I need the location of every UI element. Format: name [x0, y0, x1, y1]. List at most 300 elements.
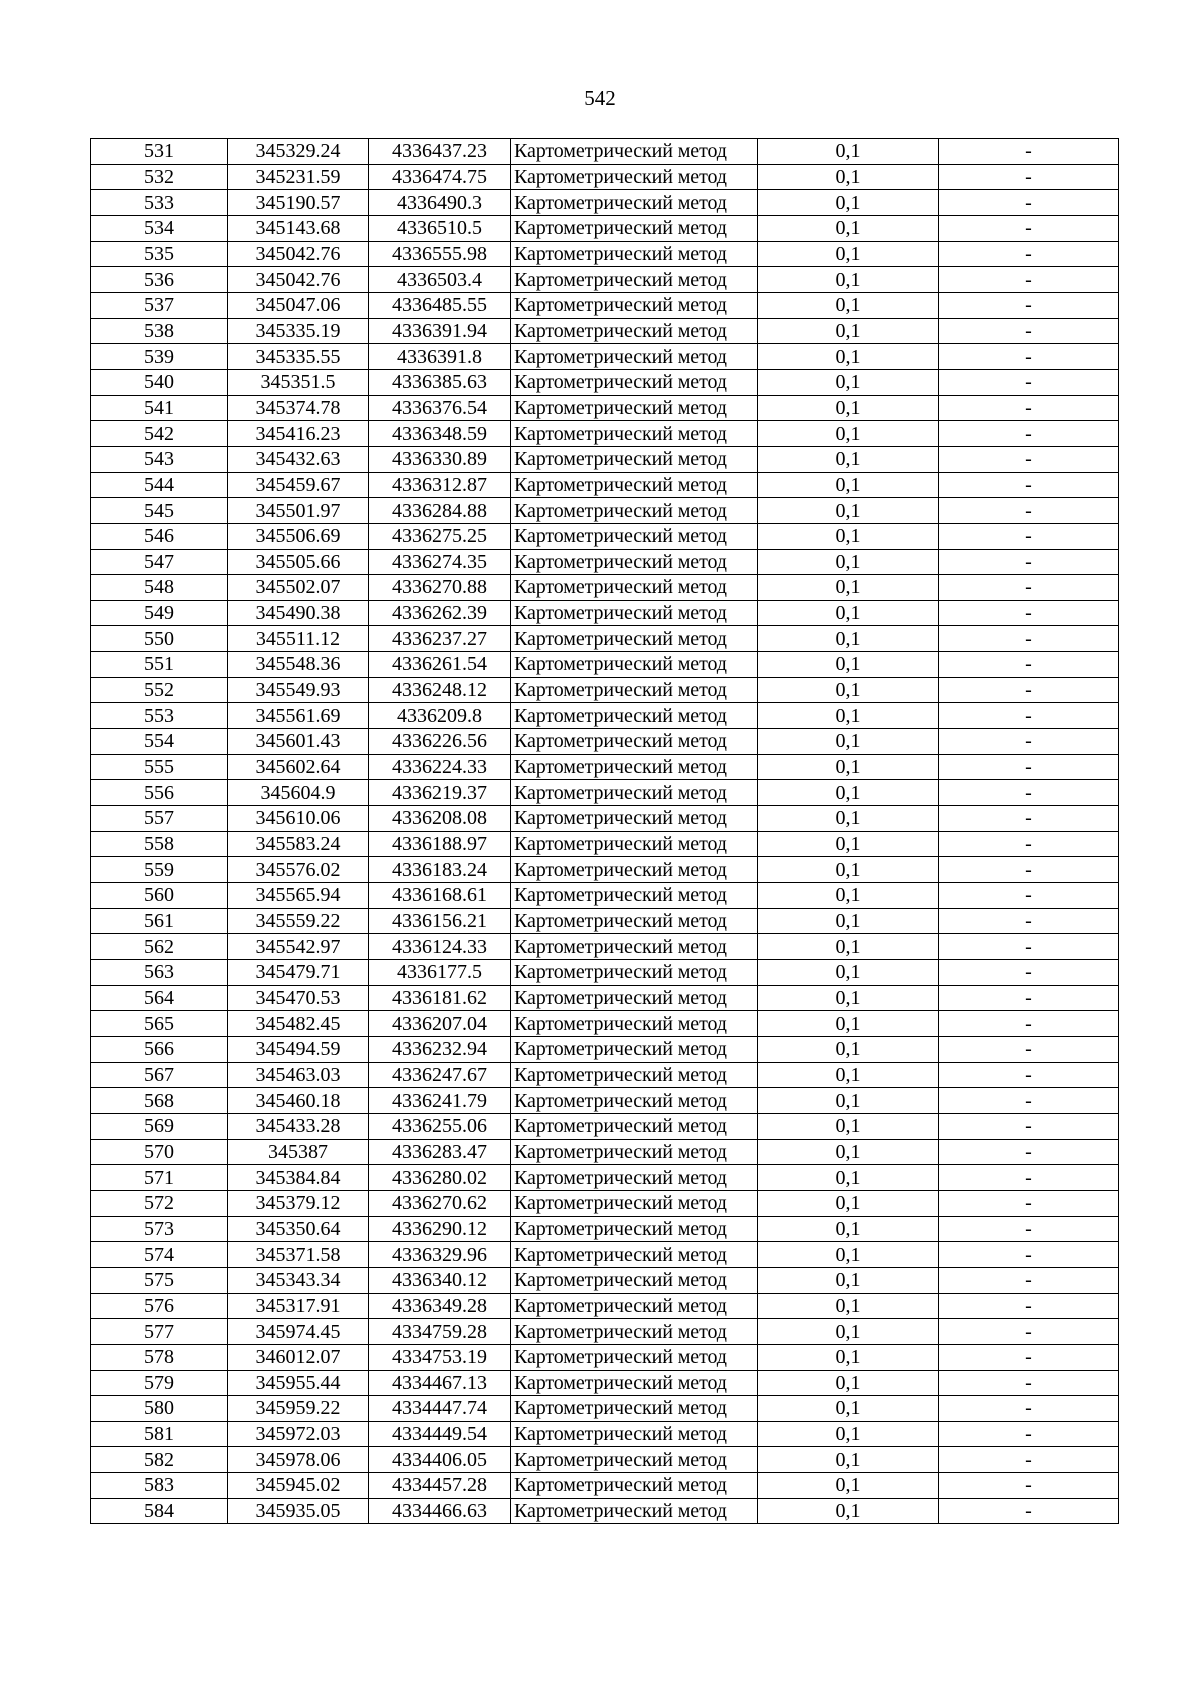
- method-cell: Картометрический метод: [511, 1036, 758, 1062]
- page-number: 542: [584, 86, 616, 110]
- x-coordinate-cell: 345042.76: [228, 267, 369, 293]
- accuracy-cell: 0,1: [758, 344, 939, 370]
- point-number-cell: 543: [91, 446, 228, 472]
- y-coordinate-cell: 4336168.61: [369, 883, 511, 909]
- note-cell: -: [939, 754, 1119, 780]
- method-cell: Картометрический метод: [511, 215, 758, 241]
- note-cell: -: [939, 1319, 1119, 1345]
- table-row: [91, 1242, 1119, 1268]
- y-coordinate-cell: 4336274.35: [369, 549, 511, 575]
- note-cell: -: [939, 1216, 1119, 1242]
- y-coordinate-cell: 4336241.79: [369, 1088, 511, 1114]
- point-number-cell: 571: [91, 1165, 228, 1191]
- y-coordinate-cell: 4336330.89: [369, 446, 511, 472]
- point-number-cell: 566: [91, 1036, 228, 1062]
- note-cell: -: [939, 883, 1119, 909]
- accuracy-cell: 0,1: [758, 318, 939, 344]
- note-cell: -: [939, 1396, 1119, 1422]
- accuracy-cell: 0,1: [758, 1139, 939, 1165]
- note-cell: -: [939, 1498, 1119, 1524]
- y-coordinate-cell: 4336284.88: [369, 498, 511, 524]
- point-number-cell: 562: [91, 934, 228, 960]
- point-number-cell: 583: [91, 1473, 228, 1499]
- table-row: [91, 1344, 1119, 1370]
- point-number-cell: 575: [91, 1267, 228, 1293]
- accuracy-cell: 0,1: [758, 1473, 939, 1499]
- point-number-cell: 541: [91, 395, 228, 421]
- point-number-cell: 569: [91, 1113, 228, 1139]
- point-number-cell: 531: [91, 139, 228, 165]
- method-cell: Картометрический метод: [511, 369, 758, 395]
- point-number-cell: 581: [91, 1421, 228, 1447]
- note-cell: -: [939, 395, 1119, 421]
- y-coordinate-cell: 4336248.12: [369, 677, 511, 703]
- point-number-cell: 577: [91, 1319, 228, 1345]
- x-coordinate-cell: 345974.45: [228, 1319, 369, 1345]
- point-number-cell: 580: [91, 1396, 228, 1422]
- point-number-cell: 557: [91, 806, 228, 832]
- note-cell: -: [939, 523, 1119, 549]
- method-cell: Картометрический метод: [511, 395, 758, 421]
- x-coordinate-cell: 345505.66: [228, 549, 369, 575]
- method-cell: Картометрический метод: [511, 960, 758, 986]
- x-coordinate-cell: 345463.03: [228, 1062, 369, 1088]
- note-cell: -: [939, 139, 1119, 165]
- point-number-cell: 555: [91, 754, 228, 780]
- x-coordinate-cell: 345231.59: [228, 164, 369, 190]
- note-cell: -: [939, 1062, 1119, 1088]
- table-row: [91, 677, 1119, 703]
- accuracy-cell: 0,1: [758, 446, 939, 472]
- method-cell: Картометрический метод: [511, 1396, 758, 1422]
- x-coordinate-cell: 345343.34: [228, 1267, 369, 1293]
- accuracy-cell: 0,1: [758, 1165, 939, 1191]
- accuracy-cell: 0,1: [758, 1036, 939, 1062]
- y-coordinate-cell: 4336474.75: [369, 164, 511, 190]
- table-row: [91, 1062, 1119, 1088]
- x-coordinate-cell: 345602.64: [228, 754, 369, 780]
- table-row: [91, 292, 1119, 318]
- method-cell: Картометрический метод: [511, 549, 758, 575]
- accuracy-cell: 0,1: [758, 883, 939, 909]
- point-number-cell: 538: [91, 318, 228, 344]
- accuracy-cell: 0,1: [758, 1344, 939, 1370]
- x-coordinate-cell: 345350.64: [228, 1216, 369, 1242]
- y-coordinate-cell: 4336177.5: [369, 960, 511, 986]
- note-cell: -: [939, 652, 1119, 678]
- accuracy-cell: 0,1: [758, 1088, 939, 1114]
- y-coordinate-cell: 4336275.25: [369, 523, 511, 549]
- note-cell: -: [939, 985, 1119, 1011]
- table-row: [91, 1498, 1119, 1524]
- y-coordinate-cell: 4334467.13: [369, 1370, 511, 1396]
- x-coordinate-cell: 345470.53: [228, 985, 369, 1011]
- method-cell: Картометрический метод: [511, 1319, 758, 1345]
- y-coordinate-cell: 4334753.19: [369, 1344, 511, 1370]
- point-number-cell: 554: [91, 729, 228, 755]
- method-cell: Картометрический метод: [511, 446, 758, 472]
- accuracy-cell: 0,1: [758, 267, 939, 293]
- x-coordinate-cell: 346012.07: [228, 1344, 369, 1370]
- table-row: [91, 1421, 1119, 1447]
- y-coordinate-cell: 4334759.28: [369, 1319, 511, 1345]
- note-cell: -: [939, 780, 1119, 806]
- accuracy-cell: 0,1: [758, 703, 939, 729]
- note-cell: -: [939, 934, 1119, 960]
- note-cell: -: [939, 215, 1119, 241]
- table-row: [91, 498, 1119, 524]
- accuracy-cell: 0,1: [758, 498, 939, 524]
- note-cell: -: [939, 1139, 1119, 1165]
- point-number-cell: 568: [91, 1088, 228, 1114]
- x-coordinate-cell: 345506.69: [228, 523, 369, 549]
- y-coordinate-cell: 4336490.3: [369, 190, 511, 216]
- method-cell: Картометрический метод: [511, 1293, 758, 1319]
- x-coordinate-cell: 345935.05: [228, 1498, 369, 1524]
- accuracy-cell: 0,1: [758, 472, 939, 498]
- y-coordinate-cell: 4336181.62: [369, 985, 511, 1011]
- accuracy-cell: 0,1: [758, 1062, 939, 1088]
- note-cell: -: [939, 1036, 1119, 1062]
- x-coordinate-cell: 345143.68: [228, 215, 369, 241]
- point-number-cell: 542: [91, 421, 228, 447]
- table-row: [91, 652, 1119, 678]
- x-coordinate-cell: 345351.5: [228, 369, 369, 395]
- x-coordinate-cell: 345374.78: [228, 395, 369, 421]
- method-cell: Картометрический метод: [511, 652, 758, 678]
- point-number-cell: 558: [91, 831, 228, 857]
- y-coordinate-cell: 4336247.67: [369, 1062, 511, 1088]
- table-row: [91, 754, 1119, 780]
- note-cell: -: [939, 1370, 1119, 1396]
- note-cell: -: [939, 806, 1119, 832]
- x-coordinate-cell: 345561.69: [228, 703, 369, 729]
- y-coordinate-cell: 4336226.56: [369, 729, 511, 755]
- y-coordinate-cell: 4336183.24: [369, 857, 511, 883]
- y-coordinate-cell: 4336555.98: [369, 241, 511, 267]
- accuracy-cell: 0,1: [758, 139, 939, 165]
- accuracy-cell: 0,1: [758, 934, 939, 960]
- accuracy-cell: 0,1: [758, 1396, 939, 1422]
- point-number-cell: 534: [91, 215, 228, 241]
- method-cell: Картометрический метод: [511, 292, 758, 318]
- x-coordinate-cell: 345416.23: [228, 421, 369, 447]
- table-row: [91, 883, 1119, 909]
- accuracy-cell: 0,1: [758, 729, 939, 755]
- note-cell: -: [939, 267, 1119, 293]
- y-coordinate-cell: 4336391.94: [369, 318, 511, 344]
- y-coordinate-cell: 4336255.06: [369, 1113, 511, 1139]
- method-cell: Картометрический метод: [511, 806, 758, 832]
- note-cell: -: [939, 908, 1119, 934]
- point-number-cell: 553: [91, 703, 228, 729]
- table-row: [91, 215, 1119, 241]
- x-coordinate-cell: 345490.38: [228, 600, 369, 626]
- method-cell: Картометрический метод: [511, 1088, 758, 1114]
- point-number-cell: 544: [91, 472, 228, 498]
- y-coordinate-cell: 4336283.47: [369, 1139, 511, 1165]
- table-row: [91, 703, 1119, 729]
- table-row: [91, 1447, 1119, 1473]
- table-row: [91, 1396, 1119, 1422]
- method-cell: Картометрический метод: [511, 575, 758, 601]
- accuracy-cell: 0,1: [758, 677, 939, 703]
- y-coordinate-cell: 4334466.63: [369, 1498, 511, 1524]
- y-coordinate-cell: 4336237.27: [369, 626, 511, 652]
- y-coordinate-cell: 4336385.63: [369, 369, 511, 395]
- note-cell: -: [939, 1011, 1119, 1037]
- x-coordinate-cell: 345604.9: [228, 780, 369, 806]
- y-coordinate-cell: 4336156.21: [369, 908, 511, 934]
- point-number-cell: 579: [91, 1370, 228, 1396]
- x-coordinate-cell: 345502.07: [228, 575, 369, 601]
- method-cell: Картометрический метод: [511, 703, 758, 729]
- note-cell: -: [939, 421, 1119, 447]
- y-coordinate-cell: 4336485.55: [369, 292, 511, 318]
- table-row: [91, 1319, 1119, 1345]
- table-row: [91, 575, 1119, 601]
- note-cell: -: [939, 318, 1119, 344]
- accuracy-cell: 0,1: [758, 1242, 939, 1268]
- accuracy-cell: 0,1: [758, 421, 939, 447]
- y-coordinate-cell: 4336290.12: [369, 1216, 511, 1242]
- method-cell: Картометрический метод: [511, 241, 758, 267]
- method-cell: Картометрический метод: [511, 1267, 758, 1293]
- x-coordinate-cell: 345432.63: [228, 446, 369, 472]
- y-coordinate-cell: 4336232.94: [369, 1036, 511, 1062]
- x-coordinate-cell: 345384.84: [228, 1165, 369, 1191]
- point-number-cell: 565: [91, 1011, 228, 1037]
- accuracy-cell: 0,1: [758, 780, 939, 806]
- y-coordinate-cell: 4336270.88: [369, 575, 511, 601]
- table-row: [91, 626, 1119, 652]
- method-cell: Картометрический метод: [511, 1498, 758, 1524]
- y-coordinate-cell: 4336329.96: [369, 1242, 511, 1268]
- note-cell: -: [939, 1344, 1119, 1370]
- method-cell: Картометрический метод: [511, 318, 758, 344]
- x-coordinate-cell: 345583.24: [228, 831, 369, 857]
- point-number-cell: 545: [91, 498, 228, 524]
- table-row: [91, 806, 1119, 832]
- y-coordinate-cell: 4336208.08: [369, 806, 511, 832]
- y-coordinate-cell: 4336219.37: [369, 780, 511, 806]
- x-coordinate-cell: 345459.67: [228, 472, 369, 498]
- note-cell: -: [939, 369, 1119, 395]
- accuracy-cell: 0,1: [758, 1267, 939, 1293]
- note-cell: -: [939, 857, 1119, 883]
- note-cell: -: [939, 729, 1119, 755]
- point-number-cell: 573: [91, 1216, 228, 1242]
- method-cell: Картометрический метод: [511, 908, 758, 934]
- point-number-cell: 550: [91, 626, 228, 652]
- note-cell: -: [939, 831, 1119, 857]
- y-coordinate-cell: 4336349.28: [369, 1293, 511, 1319]
- x-coordinate-cell: 345494.59: [228, 1036, 369, 1062]
- table-row: [91, 600, 1119, 626]
- note-cell: -: [939, 1293, 1119, 1319]
- method-cell: Картометрический метод: [511, 1062, 758, 1088]
- table-row: [91, 1190, 1119, 1216]
- method-cell: Картометрический метод: [511, 831, 758, 857]
- method-cell: Картометрический метод: [511, 883, 758, 909]
- x-coordinate-cell: 345959.22: [228, 1396, 369, 1422]
- table-row: [91, 1139, 1119, 1165]
- x-coordinate-cell: 345549.93: [228, 677, 369, 703]
- accuracy-cell: 0,1: [758, 652, 939, 678]
- x-coordinate-cell: 345190.57: [228, 190, 369, 216]
- note-cell: -: [939, 626, 1119, 652]
- x-coordinate-cell: 345955.44: [228, 1370, 369, 1396]
- point-number-cell: 536: [91, 267, 228, 293]
- table-row: [91, 1370, 1119, 1396]
- note-cell: -: [939, 446, 1119, 472]
- method-cell: Картометрический метод: [511, 164, 758, 190]
- point-number-cell: 551: [91, 652, 228, 678]
- accuracy-cell: 0,1: [758, 1190, 939, 1216]
- method-cell: Картометрический метод: [511, 1473, 758, 1499]
- note-cell: -: [939, 1267, 1119, 1293]
- y-coordinate-cell: 4334406.05: [369, 1447, 511, 1473]
- x-coordinate-cell: 345978.06: [228, 1447, 369, 1473]
- point-number-cell: 539: [91, 344, 228, 370]
- point-number-cell: 561: [91, 908, 228, 934]
- x-coordinate-cell: 345548.36: [228, 652, 369, 678]
- accuracy-cell: 0,1: [758, 241, 939, 267]
- x-coordinate-cell: 345379.12: [228, 1190, 369, 1216]
- y-coordinate-cell: 4336207.04: [369, 1011, 511, 1037]
- method-cell: Картометрический метод: [511, 754, 758, 780]
- x-coordinate-cell: 345972.03: [228, 1421, 369, 1447]
- point-number-cell: 584: [91, 1498, 228, 1524]
- point-number-cell: 563: [91, 960, 228, 986]
- table-row: [91, 1165, 1119, 1191]
- accuracy-cell: 0,1: [758, 600, 939, 626]
- accuracy-cell: 0,1: [758, 754, 939, 780]
- method-cell: Картометрический метод: [511, 1139, 758, 1165]
- x-coordinate-cell: 345460.18: [228, 1088, 369, 1114]
- method-cell: Картометрический метод: [511, 523, 758, 549]
- method-cell: Картометрический метод: [511, 421, 758, 447]
- note-cell: -: [939, 703, 1119, 729]
- note-cell: -: [939, 292, 1119, 318]
- x-coordinate-cell: 345511.12: [228, 626, 369, 652]
- coordinates-table-body: [91, 139, 1119, 1524]
- note-cell: -: [939, 472, 1119, 498]
- table-row: [91, 1113, 1119, 1139]
- table-row: [91, 395, 1119, 421]
- method-cell: Картометрический метод: [511, 267, 758, 293]
- table-row: [91, 960, 1119, 986]
- point-number-cell: 532: [91, 164, 228, 190]
- x-coordinate-cell: 345047.06: [228, 292, 369, 318]
- method-cell: Картометрический метод: [511, 472, 758, 498]
- x-coordinate-cell: 345433.28: [228, 1113, 369, 1139]
- y-coordinate-cell: 4336348.59: [369, 421, 511, 447]
- table-row: [91, 241, 1119, 267]
- x-coordinate-cell: 345387: [228, 1139, 369, 1165]
- x-coordinate-cell: 345576.02: [228, 857, 369, 883]
- method-cell: Картометрический метод: [511, 729, 758, 755]
- accuracy-cell: 0,1: [758, 831, 939, 857]
- y-coordinate-cell: 4334457.28: [369, 1473, 511, 1499]
- point-number-cell: 556: [91, 780, 228, 806]
- x-coordinate-cell: 345501.97: [228, 498, 369, 524]
- y-coordinate-cell: 4336312.87: [369, 472, 511, 498]
- point-number-cell: 548: [91, 575, 228, 601]
- accuracy-cell: 0,1: [758, 1319, 939, 1345]
- note-cell: -: [939, 677, 1119, 703]
- accuracy-cell: 0,1: [758, 164, 939, 190]
- method-cell: Картометрический метод: [511, 1447, 758, 1473]
- x-coordinate-cell: 345610.06: [228, 806, 369, 832]
- point-number-cell: 572: [91, 1190, 228, 1216]
- accuracy-cell: 0,1: [758, 215, 939, 241]
- x-coordinate-cell: 345042.76: [228, 241, 369, 267]
- method-cell: Картометрический метод: [511, 1242, 758, 1268]
- accuracy-cell: 0,1: [758, 626, 939, 652]
- accuracy-cell: 0,1: [758, 292, 939, 318]
- table-row: [91, 857, 1119, 883]
- method-cell: Картометрический метод: [511, 677, 758, 703]
- coordinates-table: [90, 138, 1119, 1524]
- method-cell: Картометрический метод: [511, 1190, 758, 1216]
- accuracy-cell: 0,1: [758, 908, 939, 934]
- table-row: [91, 318, 1119, 344]
- y-coordinate-cell: 4336270.62: [369, 1190, 511, 1216]
- accuracy-cell: 0,1: [758, 1113, 939, 1139]
- accuracy-cell: 0,1: [758, 1370, 939, 1396]
- table-row: [91, 780, 1119, 806]
- method-cell: Картометрический метод: [511, 1011, 758, 1037]
- y-coordinate-cell: 4336261.54: [369, 652, 511, 678]
- y-coordinate-cell: 4334449.54: [369, 1421, 511, 1447]
- method-cell: Картометрический метод: [511, 1165, 758, 1191]
- x-coordinate-cell: 345601.43: [228, 729, 369, 755]
- accuracy-cell: 0,1: [758, 1293, 939, 1319]
- table-row: [91, 729, 1119, 755]
- note-cell: -: [939, 1190, 1119, 1216]
- method-cell: Картометрический метод: [511, 1113, 758, 1139]
- accuracy-cell: 0,1: [758, 1011, 939, 1037]
- accuracy-cell: 0,1: [758, 857, 939, 883]
- y-coordinate-cell: 4336391.8: [369, 344, 511, 370]
- table-row: [91, 421, 1119, 447]
- table-row: [91, 1088, 1119, 1114]
- table-row: [91, 472, 1119, 498]
- y-coordinate-cell: 4336437.23: [369, 139, 511, 165]
- point-number-cell: 559: [91, 857, 228, 883]
- table-row: [91, 369, 1119, 395]
- x-coordinate-cell: 345329.24: [228, 139, 369, 165]
- point-number-cell: 578: [91, 1344, 228, 1370]
- method-cell: Картометрический метод: [511, 498, 758, 524]
- point-number-cell: 567: [91, 1062, 228, 1088]
- table-row: [91, 549, 1119, 575]
- note-cell: -: [939, 190, 1119, 216]
- note-cell: -: [939, 1473, 1119, 1499]
- point-number-cell: 582: [91, 1447, 228, 1473]
- x-coordinate-cell: 345335.55: [228, 344, 369, 370]
- x-coordinate-cell: 345479.71: [228, 960, 369, 986]
- method-cell: Картометрический метод: [511, 1370, 758, 1396]
- table-row: [91, 1293, 1119, 1319]
- point-number-cell: 564: [91, 985, 228, 1011]
- table-row: [91, 1011, 1119, 1037]
- accuracy-cell: 0,1: [758, 985, 939, 1011]
- method-cell: Картометрический метод: [511, 1216, 758, 1242]
- x-coordinate-cell: 345371.58: [228, 1242, 369, 1268]
- note-cell: -: [939, 1113, 1119, 1139]
